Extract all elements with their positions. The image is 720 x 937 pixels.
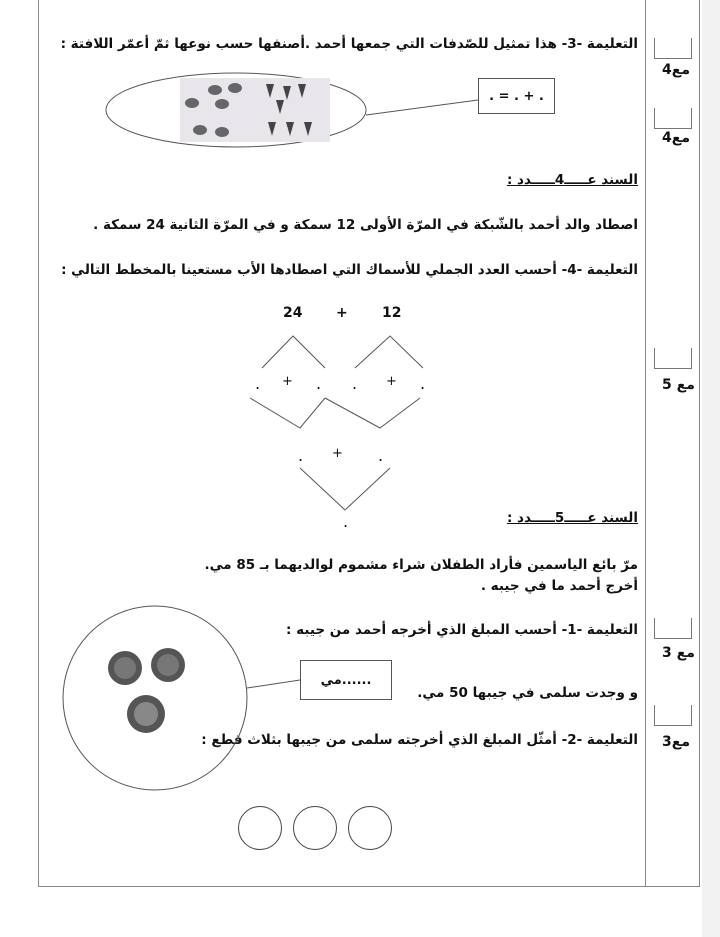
- sanad-4-text: اصطاد والد أحمد بالشّبكة في المرّة الأولى 12 سمكة و في المرّة الثانية 24 سمكة .: [93, 217, 638, 233]
- blank-dot: .: [378, 446, 384, 465]
- plus-sign: +: [336, 305, 348, 321]
- sanad-5-line2: أخرج أحمد ما في جيبه .: [480, 578, 638, 594]
- number-12: 12: [382, 305, 402, 321]
- salma-text: و وجدت سلمى في جيبها 50 مي.: [417, 685, 638, 701]
- money-answer-box: ......مي: [300, 660, 392, 700]
- score-label: مع 5: [662, 377, 695, 393]
- blank-dot: .: [298, 446, 304, 465]
- instruction-4: التعليمة -4- أحسب العدد الجملي للأسماك التي اصطادها الأب مستعينا بالمخطط التالي :: [61, 262, 638, 278]
- addition-diagram: [250, 336, 426, 510]
- score-label: مع3: [662, 734, 690, 750]
- coin-answer-circle[interactable]: [293, 806, 337, 850]
- blank-dot: .: [343, 512, 349, 531]
- coin-answer-circle[interactable]: [348, 806, 392, 850]
- shells-sign-box: . = . + .: [478, 78, 555, 114]
- plus-sign: +: [332, 446, 343, 461]
- blank-dot: .: [255, 374, 261, 393]
- instruction-1: التعليمة -1- أحسب المبلغ الذي أخرجه أحمد من جيبه :: [286, 622, 638, 638]
- blank-dot: .: [316, 374, 322, 393]
- instruction-2: التعليمة -2- أمثّل المبلغ الذي أخرجته سلمى من جيبها بثلاث قطع :: [201, 732, 638, 748]
- plus-sign: +: [282, 374, 293, 389]
- blank-dot: .: [352, 374, 358, 393]
- number-24: 24: [283, 305, 303, 321]
- coin-answer-circle[interactable]: [238, 806, 282, 850]
- score-label: مع4: [662, 130, 690, 146]
- instruction-3: التعليمة -3- هذا تمثيل للصّدفات التي جمعها أحمد .أصنفها حسب نوعها ثمّ أعمّر اللافتة :: [60, 36, 638, 52]
- money-oval: [63, 606, 300, 790]
- score-label: مع4: [662, 62, 690, 78]
- plus-sign: +: [386, 374, 397, 389]
- coins: [108, 648, 185, 733]
- blank-dot: .: [420, 374, 426, 393]
- sanad-5-line1: مرّ بائع الياسمين فأراد الطفلان شراء مشموم لوالديهما بـ 85 مي.: [204, 557, 638, 573]
- sanad-5-heading: السند عـــــ5ـــــدد :: [506, 510, 638, 526]
- score-label: مع 3: [662, 645, 695, 661]
- sanad-4-heading: السند عـــــ4ـــــدد :: [506, 172, 638, 188]
